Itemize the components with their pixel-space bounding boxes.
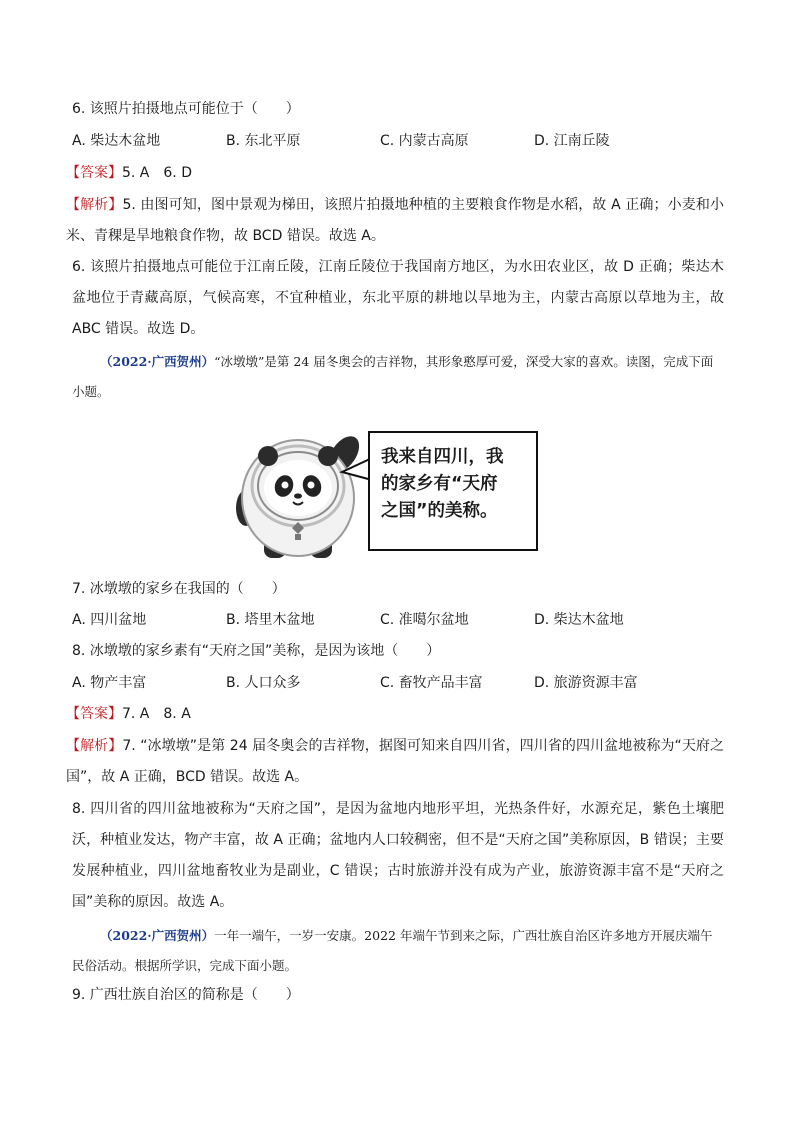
answer-text: 5. A 6. D [122, 165, 192, 181]
source-tag: （2022·广西贺州） [100, 928, 215, 943]
question-6-stem: 6. 该照片拍摄地点可能位于（ ） [72, 101, 300, 117]
source-text: 一年一端午，一岁一安康。2022 年端午节到来之际，广西壮族自治区许多地方开展庆端午民俗活动。根据所学识，完成下面小题。 [72, 928, 713, 973]
q6-option-c: C. 内蒙古高原 [380, 133, 469, 149]
analysis-block-1 [66, 190, 724, 252]
q6-option-b: B. 东北平原 [226, 133, 301, 149]
q7-option-c: C. 准噶尔盆地 [380, 612, 469, 628]
analysis-paragraph: 7. “冰墩墩”是第 24 届冬奥会的吉祥物，据图可知来自四川省，四川省的四川盆地被称为“天府之国”，故 A 正确，BCD 错误。故选 A。 [66, 738, 725, 785]
q7-option-d: D. 柴达木盆地 [534, 612, 624, 628]
analysis-paragraph-q6: 6. 该照片拍摄地点可能位于江南丘陵，江南丘陵位于我国南方地区，为水田农业区，故 D 正确；柴达木盆地位于青藏高原，气候高寒，不宜种植业，东北平原的耕地以旱地为主，内蒙古高原以草地为主，故 ABC 错误。故选 D。 [72, 259, 724, 337]
q8-option-b: B. 人口众多 [226, 675, 301, 691]
answer-block-2 [66, 704, 191, 724]
q6-option-d: D. 江南丘陵 [534, 133, 610, 149]
mascot-illustration [232, 428, 542, 560]
analysis-paragraph-q8: 8. 四川省的四川盆地被称为“天府之国”，是因为盆地内地形平坦，光热条件好，水源充足，紫色土壤肥沃，种植业发达，物产丰富，故 A 正确；盆地内人口较稠密，但不是“天府之国”美称原因，B 错误；主要发展种植业，四川盆地畜牧业为是副业，C 错误；古时旅游并没有成为产业，旅游资源丰富不是“天府之国”美称的原因。故选 A。 [72, 801, 724, 910]
bing-dwen-dwen-figure [232, 428, 372, 560]
answer-text: 7. A 8. A [122, 706, 191, 722]
speech-line-2: 的家乡有“天府 [381, 474, 498, 494]
source-intro-2 [72, 347, 724, 407]
q8-option-c: C. 畜牧产品丰富 [380, 675, 483, 691]
q8-option-a: A. 物产丰富 [72, 675, 147, 691]
q6-option-a: A. 柴达木盆地 [72, 133, 161, 149]
question-7-stem: 7. 冰墩墩的家乡在我国的（ ） [72, 581, 286, 597]
answer-label: 【答案】 [66, 165, 122, 181]
speech-bubble [368, 431, 538, 551]
answer-label: 【答案】 [66, 706, 122, 722]
answer-block-1 [66, 163, 192, 183]
analysis-paragraph: 5. 由图可知，图中景观为梯田，该照片拍摄地种植的主要粮食作物是水稻，故 A 正确；小麦和小米、青稞是旱地粮食作物，故 BCD 错误。故选 A。 [66, 197, 724, 244]
source-tag: （2022·广西贺州） [100, 354, 215, 369]
q7-option-a: A. 四川盆地 [72, 612, 147, 628]
analysis-block-2 [66, 731, 724, 793]
question-8-stem: 8. 冰墩墩的家乡素有“天府之国”美称，是因为该地（ ） [72, 643, 441, 659]
q7-option-b: B. 塔里木盆地 [226, 612, 315, 628]
question-9-stem: 9. 广西壮族自治区的简称是（ ） [72, 987, 300, 1003]
source-text: “冰墩墩”是第 24 届冬奥会的吉祥物，其形象憨厚可爱，深受大家的喜欢。读图，完成下面小题。 [72, 354, 714, 399]
speech-line-1: 我来自四川，我 [381, 447, 504, 467]
speech-line-3: 之国”的美称。 [381, 501, 498, 521]
analysis-label: 【解析】 [66, 197, 123, 213]
analysis-label: 【解析】 [66, 738, 123, 754]
q8-option-d: D. 旅游资源丰富 [534, 675, 638, 691]
source-intro-3 [72, 921, 724, 981]
